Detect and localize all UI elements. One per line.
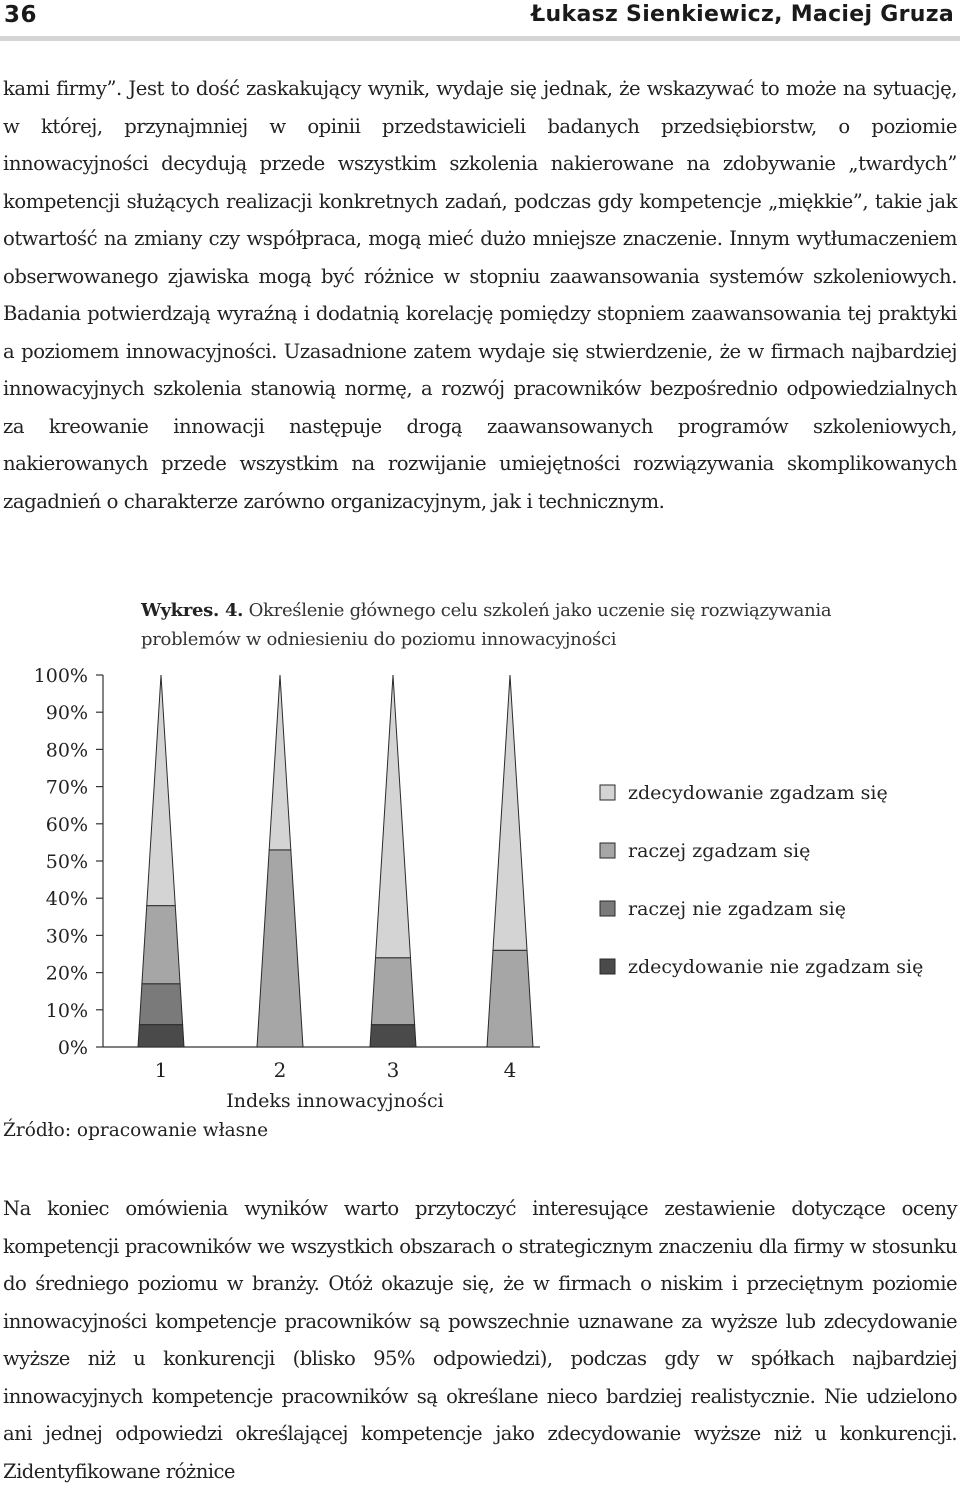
- cone-segment: [487, 950, 533, 1047]
- legend-label: raczej nie zgadzam się: [628, 898, 846, 920]
- legend-swatch: [600, 959, 615, 974]
- y-tick-label: 80%: [45, 739, 88, 762]
- cone-segment: [139, 984, 182, 1025]
- cone-segment: [376, 675, 411, 958]
- legend-swatch: [600, 843, 615, 858]
- x-tick-label: 1: [154, 1058, 168, 1082]
- x-tick-label: 2: [273, 1058, 287, 1082]
- cone-segment: [257, 850, 303, 1047]
- figure-label: Wykres. 4.: [141, 600, 244, 621]
- body-paragraph-1: kami firmy”. Jest to dość zaskakujący wynik, wydaje się jednak, że wskazywać to może na sytuację, w której, przynajmniej w opinii przedstawicieli badanych przedsiębiorstw, o poziomie innowacyjności decydują przede wszystkim szkolenia nakierowane na zdobywanie „twardych” kompetencji służących realizacji konkretnych zadań, podczas gdy kompetencje „miękkie”, takie jak otwartość na zmiany czy współpraca, mogą mieć dużo mniejsze znaczenie. Innym wytłumaczeniem obserwowanego zjawiska mogą być różnice w stopniu zaawansowania systemów szkoleniowych. Badania potwierdzają wyraźną i dodatnią korelację pomiędzy stopniem zaawansowania tej praktyki a poziomem innowacyjności. Uzasadnione zatem wydaje się stwierdzenie, że w firmach najbardziej innowacyjnych szkolenia stanowią normę, a rozwój pracowników bezpośrednio odpowiedzialnych za kreowanie innowacji następuje drogą zaawansowanych programów szkoleniowych, nakierowanych przede wszystkim na rozwijanie umiejętności rozwiązywania skomplikowanych zagadnień o charakterze zarówno organizacyjnym, jak i technicznym.: [3, 77, 957, 513]
- body-paragraph-2: Na koniec omówienia wyników warto przytoczyć interesujące zestawienie dotyczące oceny kompetencji pracowników we wszystkich obszarach o strategicznym znaczeniu dla firmy w stosunku do średniego poziomu w branży. Otóż okazuje się, że w firmach o niskim i przeciętnym poziomie innowacyjności kompetencje pracowników są powszechnie uznawane za wyższe lub zdecydowanie wyższe niż u konkurencji (blisko 95% odpowiedzi), podczas gdy w spółkach najbardziej innowacyjnych kompetencje pracowników są określane nieco bardziej realistycznie. Nie udzielono ani jednej odpowiedzi określającej kompetencje jako zdecydowanie wyższe niż u konkurencji. Zidentyfikowane różnice: [3, 1197, 957, 1483]
- y-tick-label: 10%: [45, 999, 88, 1022]
- x-tick-label: 4: [503, 1058, 517, 1082]
- y-tick-label: 90%: [45, 702, 88, 725]
- x-axis-title: Indeks innowacyjności: [226, 1090, 444, 1112]
- cone-segment: [269, 675, 291, 850]
- y-tick-label: 70%: [45, 776, 88, 799]
- y-tick-label: 30%: [45, 925, 88, 948]
- cone-segment: [371, 958, 414, 1025]
- figure-title: Określenie głównego celu szkoleń jako uczenie się rozwiązywania problemów w odniesieniu do poziomu innowacyjności: [141, 600, 832, 650]
- y-tick-label: 0%: [57, 1037, 88, 1059]
- cone-segment: [142, 906, 180, 984]
- cone-segment: [493, 675, 527, 950]
- chart-legend: [600, 782, 923, 978]
- y-tick-label: 50%: [45, 851, 88, 873]
- chart-cones: [138, 675, 533, 1047]
- y-tick-label: 20%: [45, 962, 88, 985]
- cone-segment: [147, 675, 176, 906]
- legend-label: zdecydowanie zgadzam się: [628, 782, 888, 804]
- y-tick-label: 100%: [33, 665, 88, 687]
- cone-segment: [138, 1025, 184, 1047]
- legend-swatch: [600, 785, 615, 800]
- stacked-cone-chart: [0, 640, 960, 1120]
- y-tick-label: 60%: [45, 813, 88, 836]
- x-tick-label: 3: [386, 1058, 400, 1082]
- legend-label: raczej zgadzam się: [628, 840, 811, 862]
- page-header: [0, 0, 960, 48]
- figure-source: Źródło: opracowanie własne: [3, 1120, 269, 1141]
- page-number: 36: [4, 2, 38, 28]
- legend-label: zdecydowanie nie zgadzam się: [628, 956, 924, 978]
- cone-segment: [370, 1025, 416, 1047]
- running-head-authors: Łukasz Sienkiewicz, Maciej Gruza: [531, 2, 954, 27]
- y-tick-label: 40%: [45, 888, 88, 911]
- legend-swatch: [600, 901, 615, 916]
- x-axis-tick-labels: [155, 1058, 517, 1082]
- header-rule: [0, 36, 960, 41]
